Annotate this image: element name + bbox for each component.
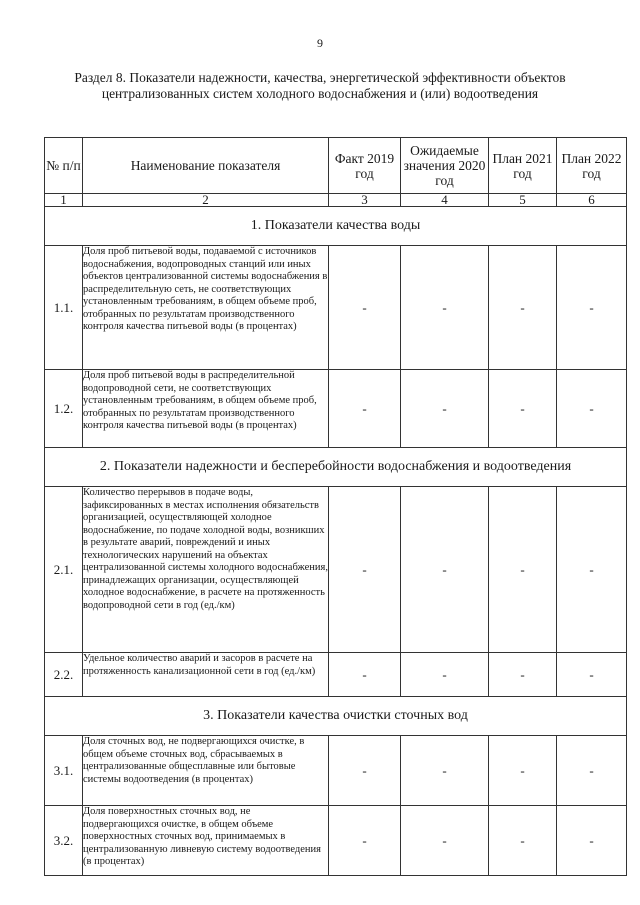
header-name: Наименование показателя [83,138,329,194]
table-row [45,806,627,876]
row-number: 2.1. [45,487,83,653]
value-fact: - [329,653,401,697]
value-plan-2022: - [557,487,627,653]
value-plan-2021: - [489,806,557,876]
header-plan-2022: План 2022 год [557,138,627,194]
group-title: 2. Показатели надежности и бесперебойности водоснабжения и водоотведения [45,448,627,487]
indicator-name: Доля поверхностных сточных вод, не подвергающихся очистке, в общем объеме поверхностных сточных вод, принимаемых в централизованную ливневую систему водоотведения (в процентах) [83,806,329,876]
value-fact: - [329,246,401,370]
value-plan-2021: - [489,736,557,806]
indicator-name: Доля сточных вод, не подвергающихся очистке, в общем объеме сточных вод, сбрасываемых в централизованные общесплавные или бытовые системы водоотведения (в процентах) [83,736,329,806]
header-num: № п/п [45,138,83,194]
group-title: 1. Показатели качества воды [45,207,627,246]
header-fact: Факт 2019 год [329,138,401,194]
group-header-row [45,448,627,487]
value-expected: - [401,370,489,448]
column-index: 6 [557,194,627,207]
value-fact: - [329,487,401,653]
page-number: 9 [317,36,323,50]
value-fact: - [329,736,401,806]
column-index: 3 [329,194,401,207]
table-row [45,487,627,653]
value-plan-2022: - [557,653,627,697]
group-header-row [45,697,627,736]
header-row [45,138,627,194]
value-plan-2022: - [557,370,627,448]
table-row [45,246,627,370]
indicator-name: Доля проб питьевой воды в распределительной водопроводной сети, не соответствующих установленным требованиям, в общем объеме проб, отобранных по результатам производственного контроля качества питьевой воды (в процентах) [83,370,329,448]
value-expected: - [401,806,489,876]
column-index: 5 [489,194,557,207]
indicator-name: Количество перерывов в подаче воды, зафиксированных в местах исполнения обязательств организацией, осуществляющей холодное водоснабжение, по подаче холодной воды, возникших в результате аварий, повреждений и иных технологических нарушений на объектах централизованной системы холодного водоснабжения, принадлежащих организации, осуществляющей холодное водоснабжение, в расчете на протяженность водопроводной сети в год (ед./км) [83,487,329,653]
value-expected: - [401,736,489,806]
table-row [45,653,627,697]
column-index: 1 [45,194,83,207]
value-fact: - [329,370,401,448]
column-index: 4 [401,194,489,207]
value-plan-2022: - [557,246,627,370]
value-plan-2021: - [489,487,557,653]
value-expected: - [401,653,489,697]
value-plan-2021: - [489,246,557,370]
value-plan-2022: - [557,736,627,806]
row-number: 2.2. [45,653,83,697]
section-title: Раздел 8. Показатели надежности, качества, энергетической эффективности объектов централизованных систем холодного водоснабжения и (или) водоотведения [74,70,566,101]
row-number: 3.1. [45,736,83,806]
row-number: 1.1. [45,246,83,370]
header-expected: Ожидаемые значения 2020 год [401,138,489,194]
table-row [45,370,627,448]
indicator-name: Удельное количество аварий и засоров в расчете на протяженность канализационной сети в год (ед./км) [83,653,329,697]
value-expected: - [401,487,489,653]
column-index: 2 [83,194,329,207]
row-number: 3.2. [45,806,83,876]
group-header-row [45,207,627,246]
value-plan-2021: - [489,370,557,448]
value-expected: - [401,246,489,370]
column-index-row [45,194,627,207]
indicator-name: Доля проб питьевой воды, подаваемой с источников водоснабжения, водопроводных станций или иных объектов централизованной системы водоснабжения в распределительную сеть, не соответствующих установленным требованиям, в общем объеме проб, отобранных по результатам производственного контроля качества питьевой воды (в процентах) [83,246,329,370]
group-title: 3. Показатели качества очистки сточных вод [45,697,627,736]
value-plan-2021: - [489,653,557,697]
indicators-table [44,137,627,876]
table-row [45,736,627,806]
row-number: 1.2. [45,370,83,448]
value-fact: - [329,806,401,876]
header-plan-2021: План 2021 год [489,138,557,194]
value-plan-2022: - [557,806,627,876]
